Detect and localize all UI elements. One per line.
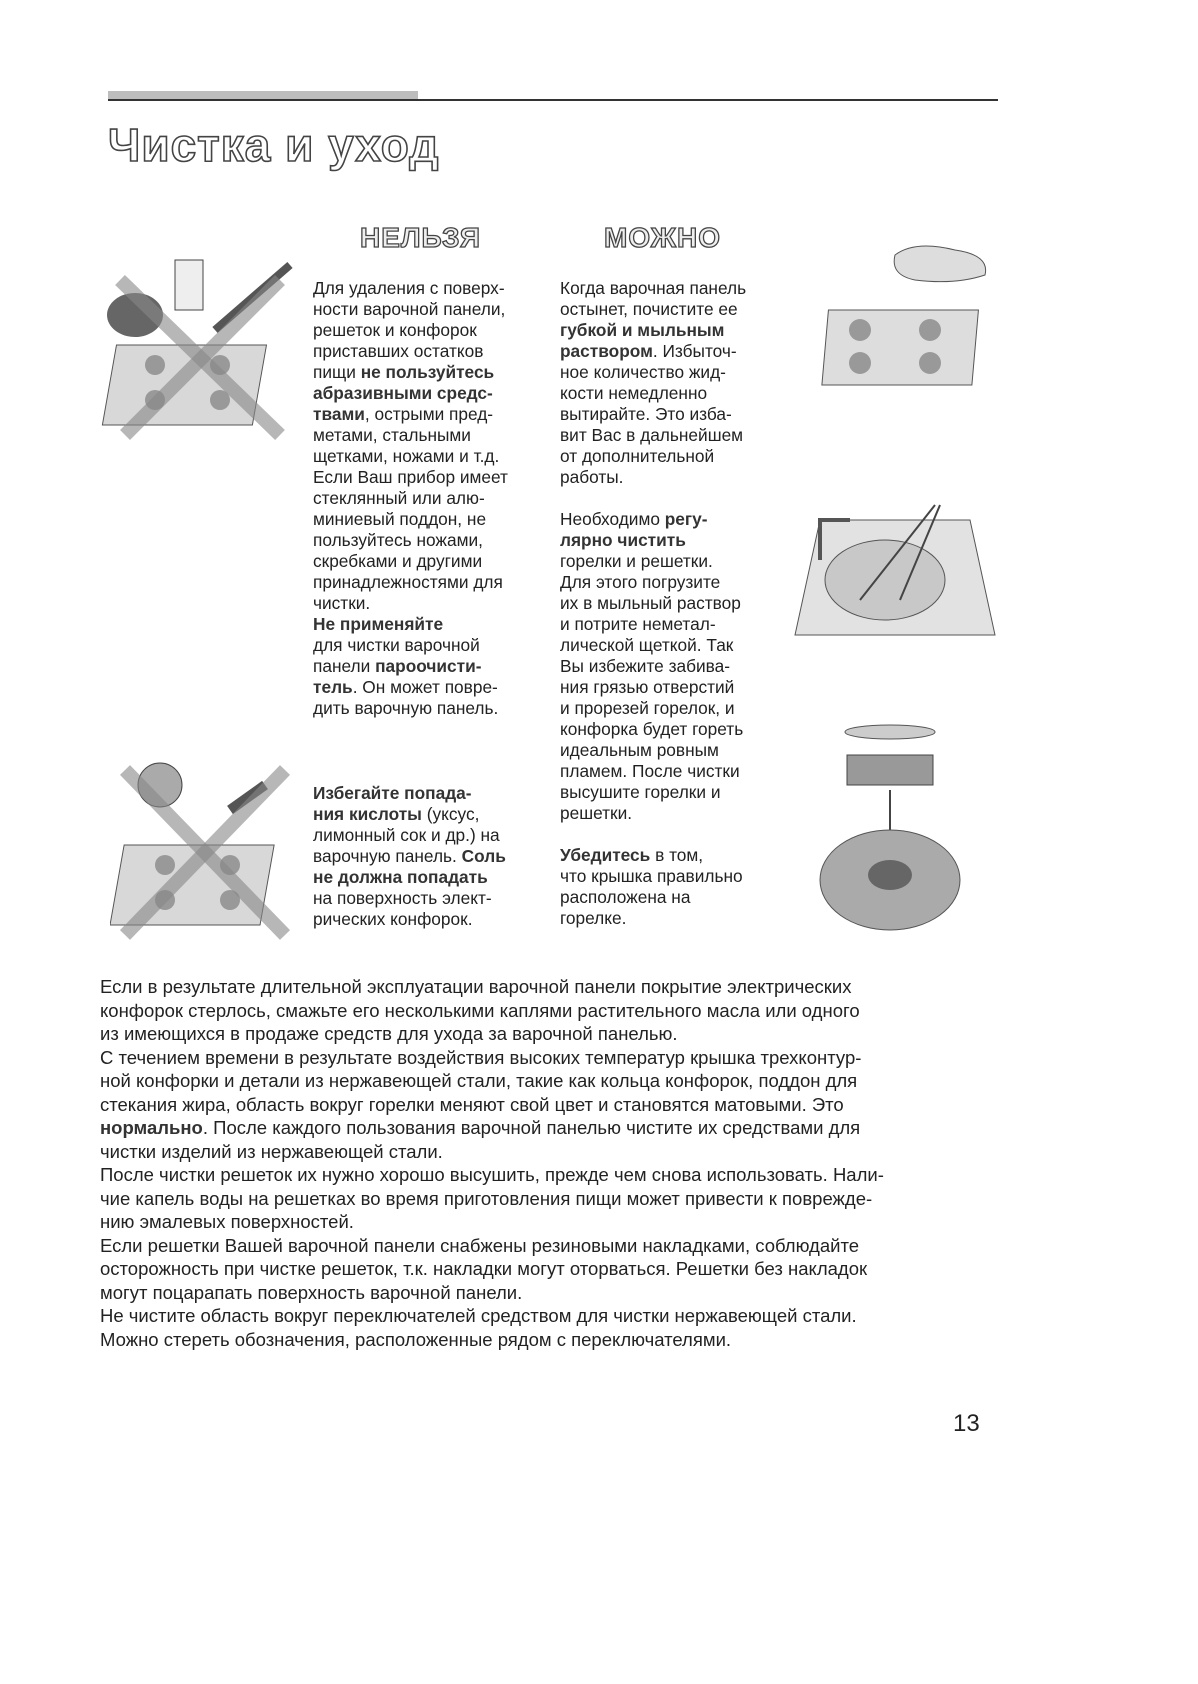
text-line: [560, 635, 746, 656]
text: . После каждого пользования варочной панелью чистите их средствами для: [202, 1117, 861, 1138]
text: ное количество жид-: [560, 362, 726, 382]
text-line: [100, 1210, 990, 1234]
text: метами, стальными: [313, 425, 471, 445]
text: работы.: [560, 467, 624, 487]
bold-text: нормально: [100, 1117, 203, 1138]
text: (уксус,: [421, 804, 480, 824]
text-line: [100, 1163, 990, 1187]
text-line: [100, 1093, 990, 1117]
bold-text: раствором: [560, 341, 653, 361]
bold-text: лярно чистить: [560, 530, 686, 550]
text: вит Вас в дальнейшем: [560, 425, 744, 445]
text: принадлежностями для: [313, 572, 503, 592]
text-line: [313, 698, 508, 719]
text-line: [560, 467, 746, 488]
text-line: [313, 446, 508, 467]
text: С течением времени в результате воздействия высоких температур крышка трехконтур-: [100, 1046, 862, 1068]
text-line: [313, 341, 508, 362]
text-line: [560, 845, 746, 866]
text: что крышка правильно: [560, 866, 743, 886]
text-line: [560, 383, 746, 404]
text: вытирайте. Это изба-: [560, 404, 732, 424]
text: дить варочную панель.: [313, 698, 499, 718]
dont-column: [313, 278, 508, 930]
page-title: Чистка и уход: [108, 119, 440, 171]
bold-text: Убедитесь: [560, 845, 651, 865]
text: скребками и другими: [313, 551, 483, 571]
text: их в мыльный раствор: [560, 593, 741, 613]
text-line: [560, 572, 746, 593]
do-paragraph-cap: [560, 845, 746, 929]
burner-cap-placement-illustration: [815, 720, 975, 945]
text-line: [313, 572, 508, 593]
text-line: [560, 761, 746, 782]
text: После чистки решеток их нужно хорошо высушить, прежде чем снова использовать. Нали-: [100, 1164, 884, 1185]
text-line: [313, 299, 508, 320]
bold-text: не пользуйтесь: [360, 362, 495, 382]
text: идеальным ровным: [560, 740, 719, 760]
text: лимонный сок и др.) на: [313, 825, 500, 845]
text: ния грязью отверстий: [560, 677, 735, 697]
text: Для удаления с поверх-: [313, 278, 505, 298]
text-line: [560, 341, 746, 362]
text-line: [560, 719, 746, 740]
text-line: [560, 887, 746, 908]
sink-soaking-grates-illustration: [790, 500, 1000, 640]
text: осторожность при чистке решеток, т.к. накладки могут оторваться. Решетки без накладок: [100, 1258, 868, 1279]
text-line: [560, 551, 746, 572]
text: Можно стереть обозначения, расположенные рядом с переключателями.: [100, 1328, 732, 1350]
text: варочную панель.: [313, 846, 462, 866]
dont-paragraph-abrasives: [313, 278, 508, 719]
text-line: [313, 804, 508, 825]
text-line: [313, 530, 508, 551]
bold-text: пароочисти-: [375, 656, 482, 676]
text: . Избыточ-: [652, 341, 737, 361]
text-line: [560, 509, 746, 530]
text: и потрите неметал-: [560, 614, 716, 634]
text-line: [313, 320, 508, 341]
text-line: [560, 593, 746, 614]
text-line: [100, 1234, 990, 1258]
text-line: [313, 656, 508, 677]
page-number: 13: [953, 1410, 980, 1437]
text-line: [560, 425, 746, 446]
text-line: [560, 677, 746, 698]
header-rule: [108, 99, 998, 101]
text-line: [313, 383, 508, 404]
text-line: [313, 278, 508, 299]
text: от дополнительной: [560, 446, 715, 466]
text: нию эмалевых поверхностей.: [100, 1211, 354, 1232]
text: на поверхность элект-: [313, 888, 492, 908]
text-line: [313, 677, 508, 698]
bold-text: не должна попадать: [313, 867, 488, 887]
text-line: [560, 803, 746, 824]
text: приставших остатков: [313, 341, 484, 361]
text-line: [560, 404, 746, 425]
text-line: [100, 1187, 990, 1211]
text-line: [560, 782, 746, 803]
text-line: [313, 509, 508, 530]
text: и прорезей горелок, и: [560, 698, 735, 718]
bold-text: ния кислоты: [313, 804, 422, 824]
text-line: [313, 467, 508, 488]
body-text: [100, 975, 990, 1351]
text-line: [313, 888, 508, 909]
dont-paragraph-acid-salt: [313, 783, 508, 930]
text-line: [313, 635, 508, 656]
text: из имеющихся в продаже средств для ухода за варочной панелью.: [100, 1023, 678, 1044]
text: решетки.: [560, 803, 633, 823]
text: Необходимо: [560, 509, 665, 529]
text-line: [560, 299, 746, 320]
text-line: [560, 362, 746, 383]
text: Если Ваш прибор имеет: [313, 467, 508, 487]
bold-text: Не применяйте: [313, 614, 444, 634]
text-line: [313, 551, 508, 572]
text-line: [313, 404, 508, 425]
text-line: [313, 909, 508, 930]
text: в том,: [650, 845, 704, 865]
text-line: [560, 278, 746, 299]
text-line: [560, 908, 746, 929]
bold-text: тель: [313, 677, 353, 697]
text-line: [100, 999, 990, 1023]
text: решеток и конфорок: [313, 320, 477, 340]
text: пользуйтесь ножами,: [313, 530, 483, 550]
do-column: [560, 278, 746, 929]
text: щетками, ножами и т.д.: [313, 446, 500, 466]
text-line: [313, 846, 508, 867]
heading-dont: НЕЛЬЗЯ: [360, 222, 481, 253]
text: Вы избежите забива-: [560, 656, 731, 676]
text-line: [560, 320, 746, 341]
text: стеклянный или алю-: [313, 488, 485, 508]
text-line: [313, 867, 508, 888]
text-line: [100, 1281, 990, 1305]
text: могут поцарапать поверхность варочной панели.: [100, 1281, 523, 1303]
text: конфорка будет гореть: [560, 719, 744, 739]
text: кости немедленно: [560, 383, 708, 403]
text: миниевый поддон, не: [313, 509, 487, 529]
bold-text: Соль: [461, 846, 506, 866]
text-line: [560, 446, 746, 467]
do-paragraph-sponge: [560, 278, 746, 488]
text: панели: [313, 656, 376, 676]
text-line: [313, 783, 508, 804]
text-line: [100, 1069, 990, 1093]
heading-do: МОЖНО: [604, 222, 722, 253]
bold-text: твами: [313, 404, 365, 424]
text-line: [313, 362, 508, 383]
text: чие капель воды на решетках во время приготовления пищи может привести к поврежде-: [100, 1187, 873, 1209]
text-line: [100, 1140, 990, 1164]
text: Когда варочная панель: [560, 278, 747, 298]
text: чистки.: [313, 593, 371, 613]
text: ной конфорки и детали из нержавеющей стали, такие как кольца конфорок, поддон для: [100, 1070, 858, 1091]
text-line: [100, 1304, 990, 1328]
text-line: [560, 866, 746, 887]
text-line: [313, 488, 508, 509]
text-line: [560, 698, 746, 719]
text: конфорок стерлось, смажьте его несколькими каплями растительного масла или одного: [100, 999, 860, 1021]
text-line: [100, 1046, 990, 1070]
text-line: [313, 593, 508, 614]
text-line: [100, 1116, 990, 1140]
text-line: [313, 425, 508, 446]
text-line: [560, 656, 746, 677]
bold-text: Избегайте попада-: [313, 783, 472, 803]
text: для чистки варочной: [313, 635, 480, 655]
bold-text: регу-: [664, 509, 708, 529]
text: чистки изделий из нержавеющей стали.: [100, 1140, 443, 1162]
text-line: [560, 530, 746, 551]
text: высушите горелки и: [560, 782, 721, 802]
text: расположена на: [560, 887, 691, 907]
bold-text: абразивными средс-: [313, 383, 493, 403]
text-line: [560, 614, 746, 635]
text-line: [313, 825, 508, 846]
text-line: [100, 975, 990, 999]
sponge-and-hob-illustration: [815, 235, 1000, 390]
text: пламем. После чистки: [560, 761, 740, 781]
text-line: [313, 614, 508, 635]
do-paragraph-burners: [560, 509, 746, 824]
text: рических конфорок.: [313, 909, 473, 929]
text-line: [100, 1328, 990, 1352]
text: стекания жира, область вокруг горелки меняют свой цвет и становятся матовыми. Это: [100, 1093, 844, 1115]
text: Для этого погрузите: [560, 572, 721, 592]
text: Если решетки Вашей варочной панели снабжены резиновыми накладками, соблюдайте: [100, 1234, 860, 1256]
acid-salt-crossed-illustration: [110, 755, 300, 940]
text: Если в результате длительной эксплуатации варочной панели покрытие электрических: [100, 976, 852, 997]
text-line: [100, 1022, 990, 1046]
text: пищи: [313, 362, 361, 382]
text-line: [560, 740, 746, 761]
text: остынет, почистите ее: [560, 299, 738, 319]
text: лической щеткой. Так: [560, 635, 734, 655]
abrasive-tools-crossed-illustration: [100, 240, 300, 440]
text: горелки и решетки.: [560, 551, 713, 571]
text: горелке.: [560, 908, 627, 928]
bold-text: губкой и мыльным: [560, 320, 725, 340]
text: . Он может повре-: [352, 677, 498, 697]
text: Не чистите область вокруг переключателей средством для чистки нержавеющей стали.: [100, 1305, 857, 1326]
text: ности варочной панели,: [313, 299, 506, 319]
text-line: [100, 1257, 990, 1281]
text: , острыми пред-: [364, 404, 494, 424]
